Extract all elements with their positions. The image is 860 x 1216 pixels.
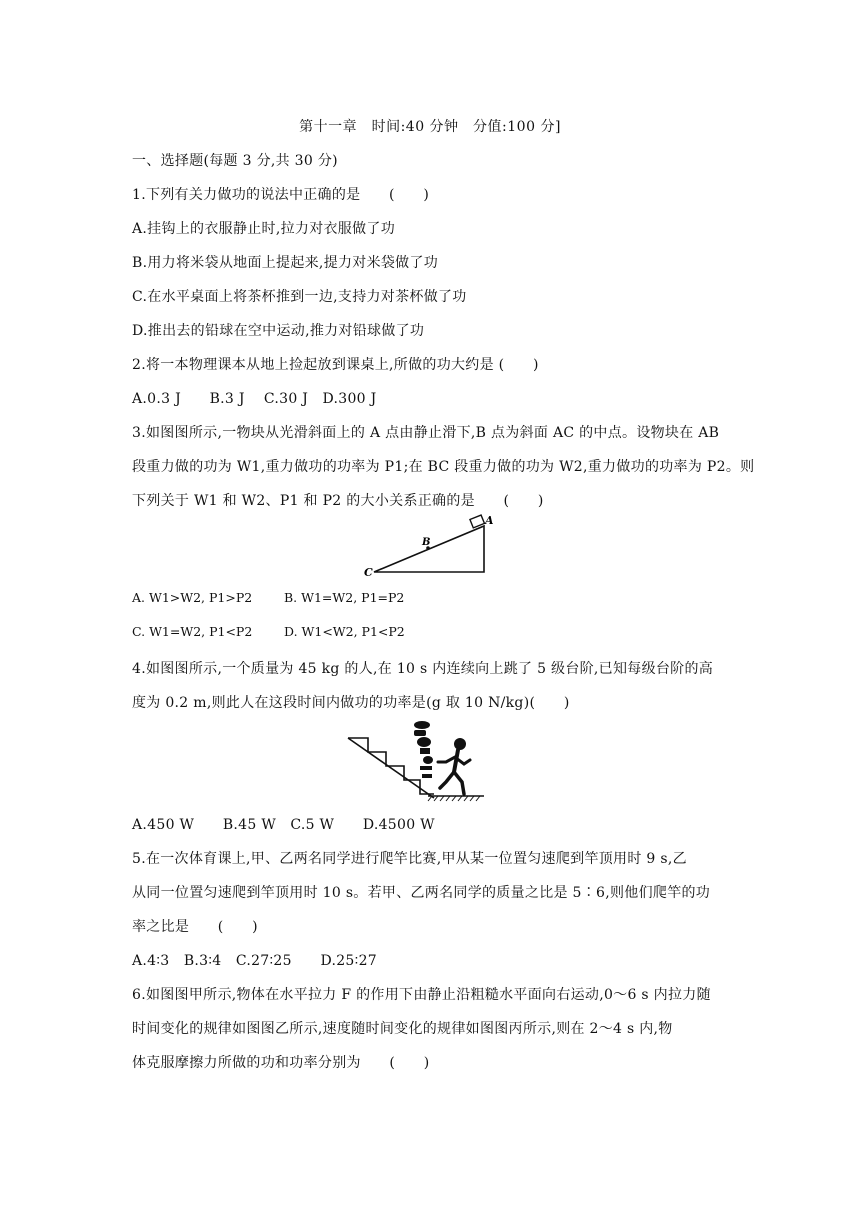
q6-line-1: 6.如图图甲所示,物体在水平拉力 F 的作用下由静止沿粗糙水平面向右运动,0～6 s 内拉力随	[132, 987, 711, 1003]
q1-option-c: C.在水平桌面上将茶杯推到一边,支持力对茶杯做了功	[132, 289, 467, 305]
q3-options-row-1	[132, 590, 404, 605]
q1-option-d: D.推出去的铅球在空中运动,推力对铅球做了功	[132, 323, 425, 339]
q5-line-2: 从同一位置匀速爬到竿顶用时 10 s。若甲、乙两名同学的质量之比是 5∶6,则他们爬竿的功	[132, 885, 711, 901]
q1-option-b: B.用力将米袋从地面上提起来,提力对米袋做了功	[132, 255, 439, 271]
q2-stem: 2.将一本物理课本从地上捡起放到课桌上,所做的功大约是 ( )	[132, 357, 539, 373]
page-title: 第十一章 时间:40 分钟 分值:100 分]	[299, 119, 561, 135]
incline-figure	[360, 508, 510, 580]
q3-option-a: A. W1>W2, P1>P2	[132, 590, 253, 605]
q4-options: A.450 W B.45 W C.5 W D.4500 W	[132, 817, 435, 833]
q3-line-1: 3.如图图所示,一物块从光滑斜面上的 A 点由静止滑下,B 点为斜面 AC 的中点。设物块在 AB	[132, 425, 720, 441]
q1-option-a: A.挂钩上的衣服静止时,拉力对衣服做了功	[132, 221, 396, 237]
q3-line-2: 段重力做的功为 W1,重力做功的功率为 P1;在 BC 段重力做的功为 W2,重力做功的功率为 P2。则	[132, 459, 755, 475]
q6-line-2: 时间变化的规律如图图乙所示,速度随时间变化的规律如图图丙所示,则在 2～4 s 内,物	[132, 1021, 673, 1037]
label-b: B	[422, 537, 431, 548]
q1-stem: 1.下列有关力做功的说法中正确的是 ( )	[132, 187, 430, 203]
q5-options: A.4∶3 B.3∶4 C.27∶25 D.25∶27	[132, 953, 377, 969]
q3-line-3: 下列关于 W1 和 W2、P1 和 P2 的大小关系正确的是 ( )	[132, 493, 544, 509]
section-heading: 一、选择题(每题 3 分,共 30 分)	[132, 153, 338, 169]
stairs-figure	[342, 716, 488, 802]
label-a: A	[485, 514, 494, 527]
q5-line-1: 5.在一次体育课上,甲、乙两名同学进行爬竿比赛,甲从某一位置匀速爬到竿顶用时 9 s,乙	[132, 851, 687, 867]
q3-option-d: D. W1<W2, P1<P2	[284, 624, 405, 639]
q3-option-c: C. W1=W2, P1<P2	[132, 624, 253, 639]
q2-options: A.0.3 J B.3 J C.30 J D.300 J	[132, 391, 377, 407]
q4-line-2: 度为 0.2 m,则此人在这段时间内做功的功率是(g 取 10 N/kg)( )	[132, 695, 570, 711]
q3-options-row-2	[132, 624, 405, 639]
label-c: C	[364, 566, 373, 579]
q3-option-b: B. W1=W2, P1=P2	[284, 590, 405, 605]
q4-line-1: 4.如图图所示,一个质量为 45 kg 的人,在 10 s 内连续向上跳了 5 级台阶,已知每级台阶的高	[132, 661, 714, 677]
q5-line-3: 率之比是 ( )	[132, 919, 258, 935]
q6-line-3: 体克服摩擦力所做的功和功率分别为 ( )	[132, 1055, 430, 1071]
